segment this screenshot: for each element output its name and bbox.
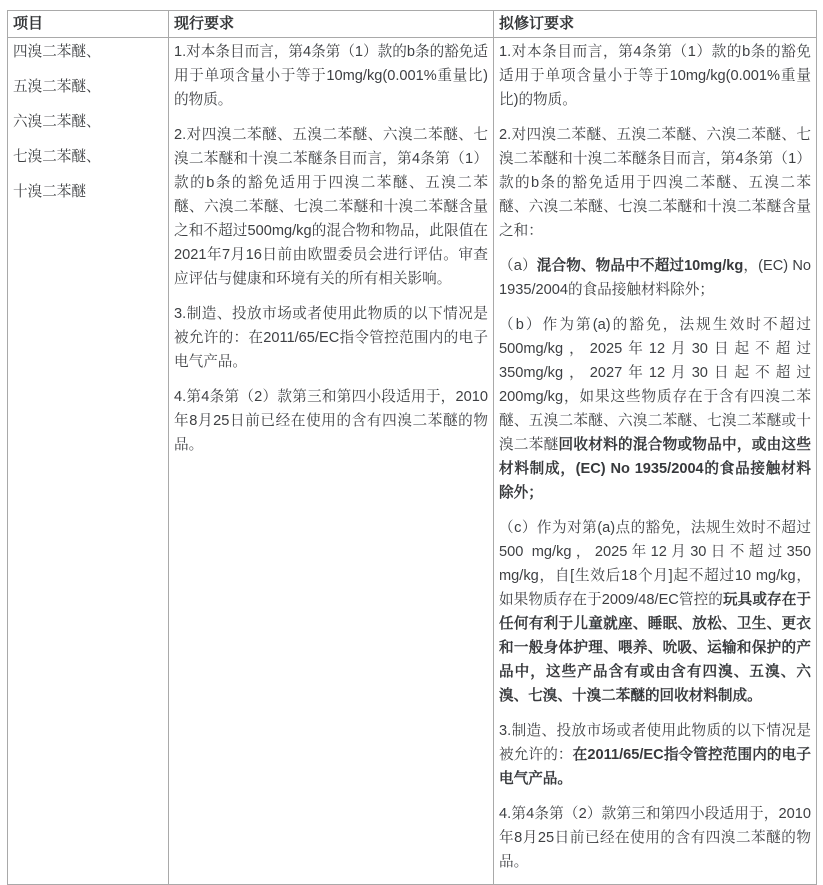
revised-para-a-prefix: （a） (499, 258, 537, 274)
revised-para-3 (499, 719, 811, 791)
table-header-row (8, 11, 817, 38)
revised-para-c-prefix: （c）作为对第(a)点的豁免，法规生效时不超过500 mg/kg，2025年12月30日不超过350 mg/kg，自[生效后18个月]起不超过10 mg/kg，如果物质存在于2009/48/EC管控的 (499, 520, 811, 608)
item-substance: 四溴二苯醚、 (13, 44, 101, 60)
current-para-3: 3.制造、投放市场或者使用此物质的以下情况是被允许的：在2011/65/EC指令管控范围内的电子电气产品。 (174, 306, 488, 370)
item-substance: 七溴二苯醚、 (13, 149, 101, 165)
revised-para-3-prefix: 3.制造、投放市场或者使用此物质的以下情况是被允许的： (499, 723, 811, 763)
revised-requirements-cell (494, 38, 817, 885)
revised-para-b-prefix: （b）作为第(a)的豁免，法规生效时不超过500mg/kg，2025年12月30日起不超过350mg/kg，2027年12月30日起不超过200mg/kg，如果这些物质存在于含有四溴二苯醚、五溴二苯醚、六溴二苯醚、七溴二苯醚或十溴二苯醚 (499, 317, 811, 453)
revised-para-3-bold: 在2011/65/EC指令管控范围内的电子电气产品。 (499, 747, 811, 787)
item-substance: 五溴二苯醚、 (13, 79, 101, 95)
item-substance: 六溴二苯醚、 (13, 114, 101, 130)
revised-para-b-bold: 回收材料的混合物或物品中，或由这些材料制成，(EC) No 1935/2004的食品接触材料除外； (499, 437, 811, 501)
column-header-current: 现行要求 (169, 11, 494, 38)
revised-para-a-bold: 混合物、物品中不超过10mg/kg (536, 258, 744, 274)
item-substance: 十溴二苯醚 (13, 184, 86, 200)
revised-para-4: 4.第4条第（2）款第三和第四小段适用于，2010年8月25日前已经在使用的含有四溴二苯醚的物品。 (499, 806, 811, 870)
revised-para-c (499, 516, 811, 708)
column-header-item: 项目 (8, 11, 169, 38)
current-para-1: 1.对本条目而言，第4条第（1）款的b条的豁免适用于单项含量小于等于10mg/kg(0.001%重量比)的物质。 (174, 44, 488, 108)
current-para-2: 2.对四溴二苯醚、五溴二苯醚、六溴二苯醚、七溴二苯醚和十溴二苯醚条目而言，第4条第（1）款的b条的豁免适用于四溴二苯醚、五溴二苯醚、六溴二苯醚、七溴二苯醚和十溴二苯醚含量之和不超过500mg/kg的混合物和物品，此限值在2021年7月16日前由欧盟委员会进行评估。审查应评估与健康和环境有关的所有相关影响。 (174, 127, 488, 287)
revised-para-a-rest: ，(EC) No 1935/2004的食品接触材料除外； (499, 258, 811, 298)
revised-para-b (499, 313, 811, 505)
column-header-revised: 拟修订要求 (494, 11, 817, 38)
current-requirements-cell (169, 38, 494, 885)
table-body-row (8, 38, 817, 885)
current-para-4: 4.第4条第（2）款第三和第四小段适用于，2010年8月25日前已经在使用的含有四溴二苯醚的物品。 (174, 389, 488, 453)
regulation-table (7, 10, 817, 885)
item-cell (8, 38, 169, 885)
revised-para-a (499, 254, 811, 302)
regulation-table-container (7, 10, 817, 885)
revised-para-1: 1.对本条目而言，第4条第（1）款的b条的豁免适用于单项含量小于等于10mg/kg(0.001%重量比)的物质。 (499, 44, 811, 108)
revised-para-c-bold: 玩具或存在于任何有利于儿童就座、睡眠、放松、卫生、更衣和一般身体护理、喂养、吮吸、运输和保护的产品中，这些产品含有或由含有四溴、五溴、六溴、七溴、十溴二苯醚的回收材料制成。 (499, 592, 811, 704)
revised-para-2: 2.对四溴二苯醚、五溴二苯醚、六溴二苯醚、七溴二苯醚和十溴二苯醚条目而言，第4条第（1）款的b条的豁免适用于四溴二苯醚、五溴二苯醚、六溴二苯醚、七溴二苯醚和十溴二苯醚含量之和： (499, 127, 811, 239)
